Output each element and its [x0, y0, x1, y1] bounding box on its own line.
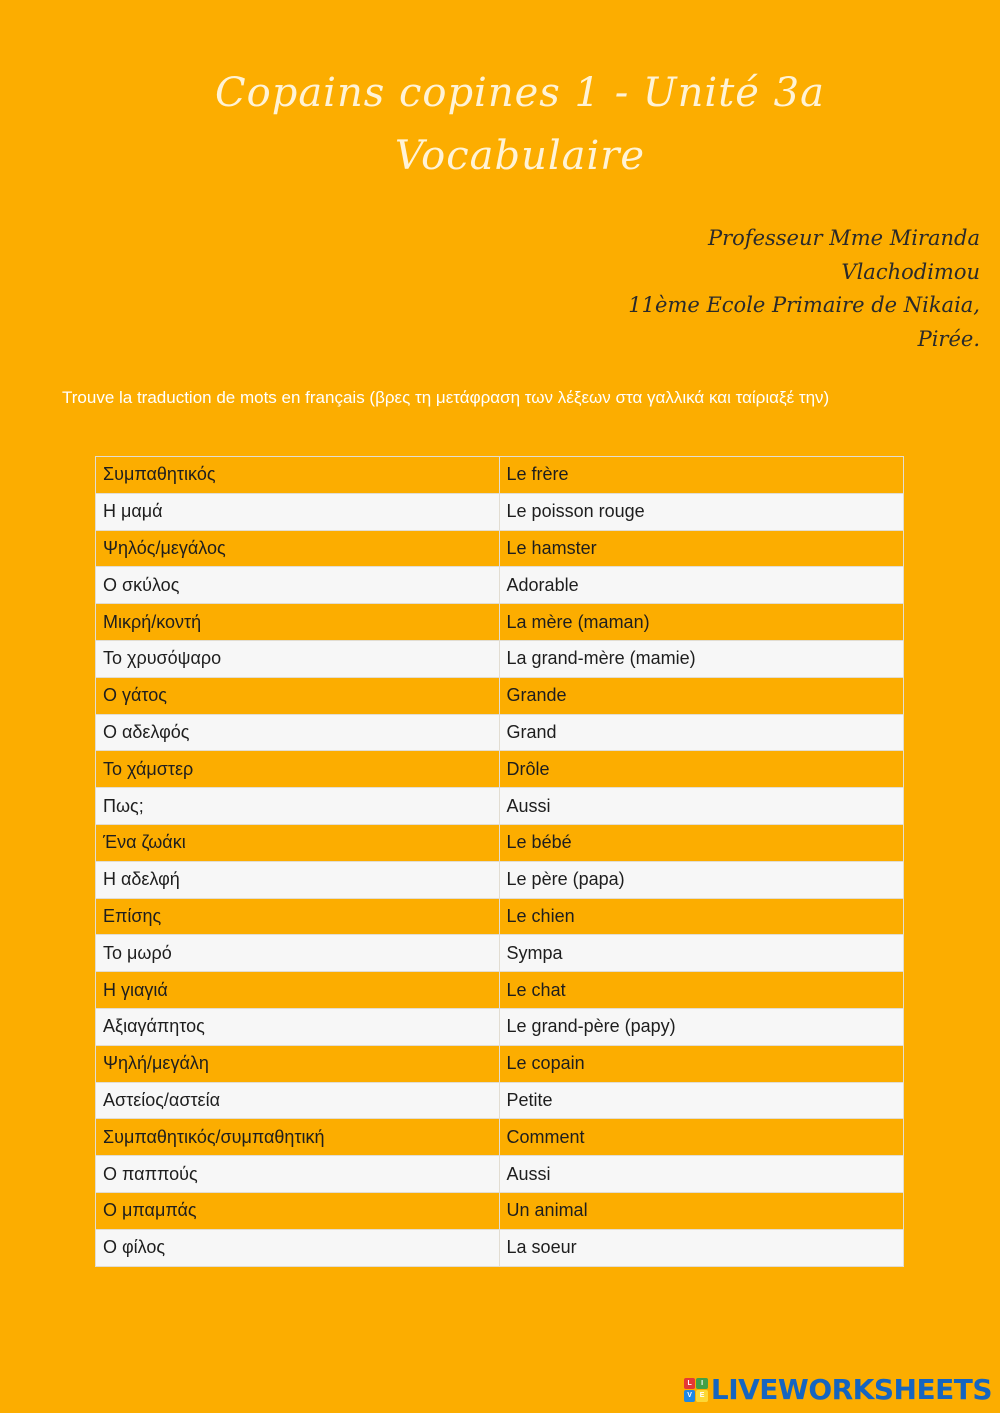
- liveworksheets-logo-icon: [684, 1378, 708, 1402]
- table-row: [96, 567, 904, 604]
- vocabulary-table-body: [96, 457, 904, 1267]
- greek-word-cell: Η γιαγιά: [96, 972, 500, 1009]
- table-row: [96, 1082, 904, 1119]
- table-row: [96, 861, 904, 898]
- greek-word-cell: Η μαμά: [96, 493, 500, 530]
- table-row: [96, 788, 904, 825]
- table-row: [96, 1156, 904, 1193]
- liveworksheets-brand[interactable]: [684, 1373, 992, 1406]
- french-word-cell[interactable]: Aussi: [499, 1156, 903, 1193]
- french-word-cell[interactable]: Grande: [499, 677, 903, 714]
- table-row: [96, 1045, 904, 1082]
- table-row: [96, 714, 904, 751]
- author-line-1: Professeur Mme Miranda: [707, 226, 980, 250]
- table-row: [96, 1119, 904, 1156]
- greek-word-cell: Η αδελφή: [96, 861, 500, 898]
- greek-word-cell: Ο γάτος: [96, 677, 500, 714]
- logo-letter-l: L: [684, 1378, 696, 1390]
- table-row: [96, 604, 904, 641]
- french-word-cell[interactable]: Drôle: [499, 751, 903, 788]
- author-line-3: 11ème Ecole Primaire de Nikaia,: [628, 293, 980, 317]
- greek-word-cell: Ο μπαμπάς: [96, 1192, 500, 1229]
- greek-word-cell: Ψηλή/μεγάλη: [96, 1045, 500, 1082]
- french-word-cell[interactable]: Le chat: [499, 972, 903, 1009]
- greek-word-cell: Ψηλός/μεγάλος: [96, 530, 500, 567]
- greek-word-cell: Επίσης: [96, 898, 500, 935]
- french-word-cell[interactable]: Le copain: [499, 1045, 903, 1082]
- author-line-2: Vlachodimou: [841, 259, 980, 284]
- logo-letter-e: E: [696, 1390, 708, 1402]
- french-word-cell[interactable]: Aussi: [499, 788, 903, 825]
- french-word-cell[interactable]: Le père (papa): [499, 861, 903, 898]
- french-word-cell[interactable]: La mère (maman): [499, 604, 903, 641]
- logo-letter-v: V: [684, 1390, 696, 1402]
- instructions-text: Trouve la traduction de mots en français (βρες τη μετάφραση των λέξεων στα γαλλικά και ταίριαξέ την): [62, 388, 830, 407]
- table-row: [96, 640, 904, 677]
- table-row: [96, 1192, 904, 1229]
- french-word-cell[interactable]: Le bébé: [499, 824, 903, 861]
- french-word-cell[interactable]: Un animal: [499, 1192, 903, 1229]
- title-line-2: Vocabulaire: [394, 133, 646, 179]
- french-word-cell[interactable]: Le frère: [499, 457, 903, 494]
- table-row: [96, 493, 904, 530]
- french-word-cell[interactable]: Petite: [499, 1082, 903, 1119]
- french-word-cell[interactable]: La grand-mère (mamie): [499, 640, 903, 677]
- greek-word-cell: Το χρυσόψαρο: [96, 640, 500, 677]
- greek-word-cell: Το χάμστερ: [96, 751, 500, 788]
- worksheet-title: [0, 62, 1000, 188]
- author-block: [628, 222, 980, 356]
- table-row: [96, 751, 904, 788]
- vocabulary-table: [95, 456, 904, 1267]
- greek-word-cell: Αστείος/αστεία: [96, 1082, 500, 1119]
- french-word-cell[interactable]: La soeur: [499, 1229, 903, 1266]
- table-row: [96, 824, 904, 861]
- title-line-1: Copains copines 1 - Unité 3a: [215, 70, 825, 116]
- french-word-cell[interactable]: Comment: [499, 1119, 903, 1156]
- french-word-cell[interactable]: Le poisson rouge: [499, 493, 903, 530]
- brand-name: LIVEWORKSHEETS: [710, 1373, 992, 1406]
- greek-word-cell: Ο φίλος: [96, 1229, 500, 1266]
- table-row: [96, 457, 904, 494]
- greek-word-cell: Ο παππούς: [96, 1156, 500, 1193]
- french-word-cell[interactable]: Le grand-père (papy): [499, 1008, 903, 1045]
- greek-word-cell: Το μωρό: [96, 935, 500, 972]
- table-row: [96, 1008, 904, 1045]
- greek-word-cell: Αξιαγάπητος: [96, 1008, 500, 1045]
- greek-word-cell: Ο σκύλος: [96, 567, 500, 604]
- greek-word-cell: Ο αδελφός: [96, 714, 500, 751]
- table-row: [96, 935, 904, 972]
- table-row: [96, 530, 904, 567]
- table-row: [96, 898, 904, 935]
- greek-word-cell: Ένα ζωάκι: [96, 824, 500, 861]
- greek-word-cell: Μικρή/κοντή: [96, 604, 500, 641]
- greek-word-cell: Πως;: [96, 788, 500, 825]
- french-word-cell[interactable]: Grand: [499, 714, 903, 751]
- table-row: [96, 972, 904, 1009]
- greek-word-cell: Συμπαθητικός/συμπαθητική: [96, 1119, 500, 1156]
- french-word-cell[interactable]: Sympa: [499, 935, 903, 972]
- french-word-cell[interactable]: Le chien: [499, 898, 903, 935]
- greek-word-cell: Συμπαθητικός: [96, 457, 500, 494]
- table-row: [96, 677, 904, 714]
- french-word-cell[interactable]: Le hamster: [499, 530, 903, 567]
- french-word-cell[interactable]: Adorable: [499, 567, 903, 604]
- logo-letter-i: I: [696, 1378, 708, 1390]
- author-line-4: Pirée.: [917, 326, 980, 351]
- table-row: [96, 1229, 904, 1266]
